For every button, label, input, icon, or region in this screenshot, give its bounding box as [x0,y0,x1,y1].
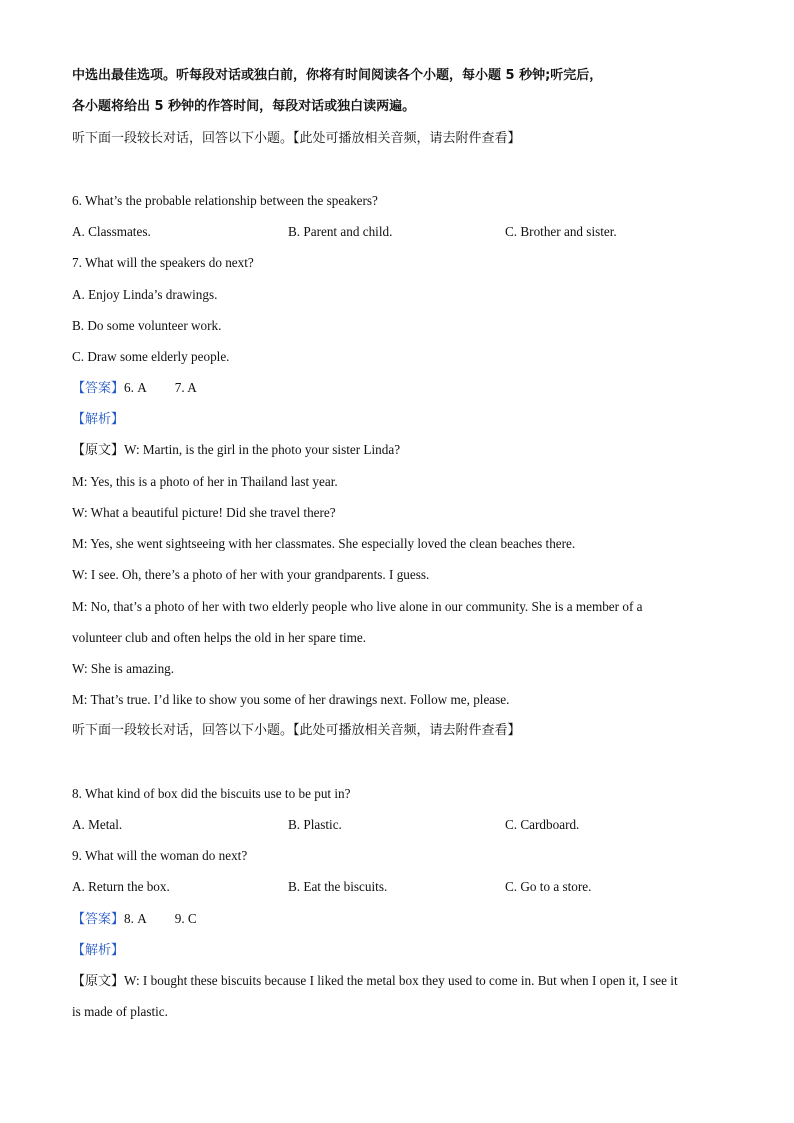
transcript-text: W: Martin, is the girl in the photo your sister Linda? [124,442,401,457]
transcript-1-line-1 [72,440,722,461]
q9-option-b: B. Eat the biscuits. [288,879,388,894]
transcript-1-line-6: M: No, that’s a photo of her with two elderly people who live alone in our community. She is a member of a [72,599,643,614]
analysis-label: 【解析】 [72,943,125,958]
analysis-label: 【解析】 [72,412,125,427]
intro-line-2: 各小题将给出 5 秒钟的作答时间，每段对话或独白读两遍。 [72,99,416,114]
answer-9: 9. C [174,911,197,926]
transcript-1-line-2: M: Yes, this is a photo of her in Thailand last year. [72,474,338,489]
transcript-1-line-8: W: She is amazing. [72,661,175,676]
q8-option-c: C. Cardboard. [505,817,580,832]
analysis-heading-2 [72,940,722,961]
transcript-1-line-3: W: What a beautiful picture! Did she travel there? [72,505,336,520]
q9-option-c: C. Go to a store. [505,879,592,894]
question-7: 7. What will the speakers do next? [72,255,254,270]
answer-line-2 [72,909,722,930]
q8-option-b: B. Plastic. [288,817,342,832]
original-label: 【原文】 [72,974,125,989]
question-8: 8. What kind of box did the biscuits use to be put in? [72,786,351,801]
transcript-2-line-2: is made of plastic. [72,1004,168,1019]
intro-line-1: 中选出最佳选项。听每段对话或独白前，你将有时间阅读各个小题，每小题 5 秒钟;听完后， [72,68,603,83]
q7-option-b: B. Do some volunteer work. [72,318,222,333]
answer-6: 6. A [124,380,147,395]
original-label: 【原文】 [72,443,125,458]
answer-7: 7. A [174,380,197,395]
analysis-heading-1 [72,409,722,430]
question-9: 9. What will the woman do next? [72,848,248,863]
answer-8: 8. A [124,911,147,926]
transcript-text: W: I bought these biscuits because I liked the metal box they used to come in. But when I open it, I see it [124,973,678,988]
transcript-1-line-4: M: Yes, she went sightseeing with her classmates. She especially loved the clean beaches there. [72,536,576,551]
transcript-1-line-5: W: I see. Oh, there’s a photo of her with your grandparents. I guess. [72,567,430,582]
section2-instruction: 听下面一段较长对话，回答以下小题。【此处可播放相关音频，请去附件查看】 [72,723,521,738]
answer-label: 【答案】 [72,381,125,396]
answer-line-1 [72,378,722,399]
q6-option-a: A. Classmates. [72,224,151,239]
q7-option-a: A. Enjoy Linda’s drawings. [72,287,218,302]
q9-option-a: A. Return the box. [72,879,170,894]
question-6: 6. What’s the probable relationship between the speakers? [72,193,378,208]
transcript-1-line-9: M: That’s true. I’d like to show you some of her drawings next. Follow me, please. [72,692,510,707]
q8-option-a: A. Metal. [72,817,123,832]
section1-instruction: 听下面一段较长对话，回答以下小题。【此处可播放相关音频，请去附件查看】 [72,131,521,146]
q6-option-b: B. Parent and child. [288,224,393,239]
transcript-2-line-1 [72,971,722,992]
q7-option-c: C. Draw some elderly people. [72,349,230,364]
answer-label: 【答案】 [72,912,125,927]
transcript-1-line-7: volunteer club and often helps the old in her spare time. [72,630,367,645]
q6-option-c: C. Brother and sister. [505,224,617,239]
